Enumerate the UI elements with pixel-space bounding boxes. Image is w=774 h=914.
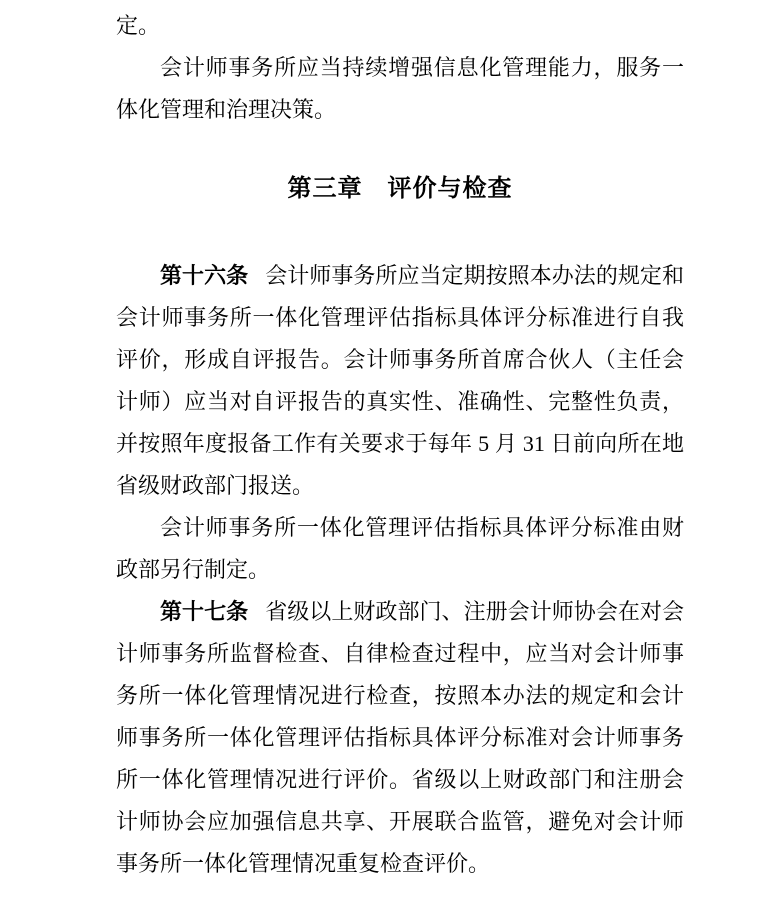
chapter-heading: 第三章 评价与检查 xyxy=(287,175,513,202)
article-16-label: 第十六条 xyxy=(160,263,249,288)
article-17-text: 省级以上财政部门、注册会计师协会在对会计师事务所监督检查、自律检查过程中，应当对会计师事务所一体化管理情况进行检查，按照本办法的规定和会计师事务所一体化管理评估指标具体评分标准对会计师事务所一体化管理情况进行评价。省级以上财政部门和注册会计师协会应加强信息共享、开展联合监管，避免对会计师事务所一体化管理情况重复检查评价。 xyxy=(116,599,684,876)
paragraph-article-16 xyxy=(116,255,684,507)
article-16-text: 会计师事务所应当定期按照本办法的规定和会计师事务所一体化管理评估指标具体评分标准进行自我评价，形成自评报告。会计师事务所首席合伙人（主任会计师）应当对自评报告的真实性、准确性、完整性负责，并按照年度报备工作有关要求于每年 5 月 31 日前向所在地省级财政部门报送。 xyxy=(116,263,684,498)
paragraph-intro: 会计师事务所应当持续增强信息化管理能力，服务一体化管理和治理决策。 xyxy=(116,55,684,122)
article-17-label: 第十七条 xyxy=(160,599,249,624)
paragraph-continuation: 定。 xyxy=(116,13,161,38)
paragraph-article-17 xyxy=(116,591,684,885)
paragraph-scoring-standard: 会计师事务所一体化管理评估指标具体评分标准由财政部另行制定。 xyxy=(116,515,684,582)
text-column xyxy=(116,5,684,885)
